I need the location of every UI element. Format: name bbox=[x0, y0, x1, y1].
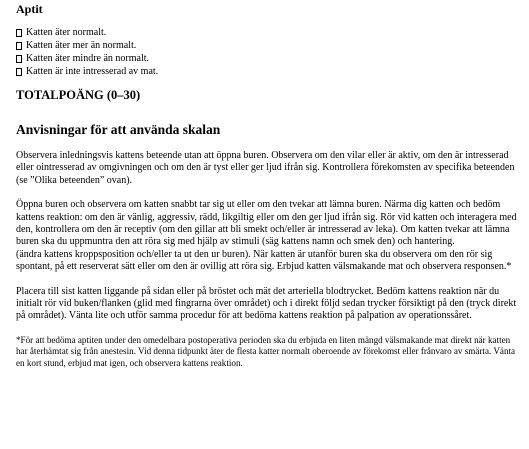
checkbox-icon[interactable] bbox=[16, 55, 22, 63]
appetite-option-label: Katten äter mer än normalt. bbox=[26, 40, 137, 51]
appetite-option[interactable] bbox=[16, 39, 522, 52]
instructions-paragraph: Observera inledningsvis kattens beteende utan att öppna buren. Observera om den vilar eller är aktiv, om den är intresserad eller ointresserad av omgivningen och om den är tyst eller ger ljud ifrån sig. Kontrollera förekomsten av specifika beteenden (se ”Olika beteenden” ovan). bbox=[16, 150, 515, 186]
instructions-paragraph: Placera till sist katten liggande på sidan eller på bröstet och mät det arteriella blodtrycket. Bedöm kattens reaktion när du initialt rör vid buken/flanken (glid med fingrarna över området) och i direkt följd sedan trycker försiktigt på den (tryck direkt på området). Vänta lite och utför samma procedur för att bedöma kattens reaktion på palpation av operationssåret. bbox=[16, 285, 517, 322]
footnote: *För att bedöma aptiten under den omedelbara postoperativa perioden ska du erbjuda en liten mängd välsmakande mat direkt när katten har återhämtat sig från anestesin. Vid denna tidpunkt äter de flesta katter normalt oberoende av förekomst eller frånvaro av smärta. Vänta en kort stund, erbjud mat igen, och observera kattens reaktion. bbox=[16, 334, 516, 369]
checkbox-icon[interactable] bbox=[16, 29, 22, 37]
checkbox-icon[interactable] bbox=[16, 42, 22, 50]
appetite-option[interactable] bbox=[16, 65, 522, 78]
document-page bbox=[16, 0, 522, 370]
appetite-title: Aptit bbox=[16, 2, 43, 16]
checkbox-icon[interactable] bbox=[16, 68, 22, 76]
appetite-option[interactable] bbox=[16, 52, 522, 65]
appetite-option-label: Katten äter mindre än normalt. bbox=[26, 53, 150, 64]
instructions-paragraph: (ändra kattens kroppsposition och/eller ta ut den ur buren). När katten är utanför buren ska du observera om den rör sig spontant, på ett reserverat sätt eller om den är ovillig att röra sig. Erbjud katten välsmakande mat och observera responsen.* bbox=[16, 248, 512, 273]
instructions-paragraph: Öppna buren och observera om katten snabbt tar sig ut eller om den tvekar att lämna buren. Närma dig katten och bedöm kattens reaktion: om den är vänlig, aggressiv, rädd, likgiltig eller om den ger ljud ifrån sig. Rör vid katten och interagera med den, kontrollera om den är receptiv (om den gillar att bli smekt och/eller är intresserad av leka). Om katten tvekar att lämna buren ska du uppmuntra den att röra sig med hjälp av stimuli (säg kattens namn och smek den) och hantering. bbox=[16, 199, 517, 248]
appetite-option-label: Katten är inte intresserad av mat. bbox=[26, 66, 159, 77]
appetite-option[interactable] bbox=[16, 26, 522, 39]
appetite-options bbox=[16, 26, 522, 78]
instructions-heading: Anvisningar för att använda skalan bbox=[16, 122, 221, 137]
total-score-label: TOTALPOÄNG (0–30) bbox=[16, 88, 141, 102]
appetite-option-label: Katten äter normalt. bbox=[26, 27, 107, 38]
